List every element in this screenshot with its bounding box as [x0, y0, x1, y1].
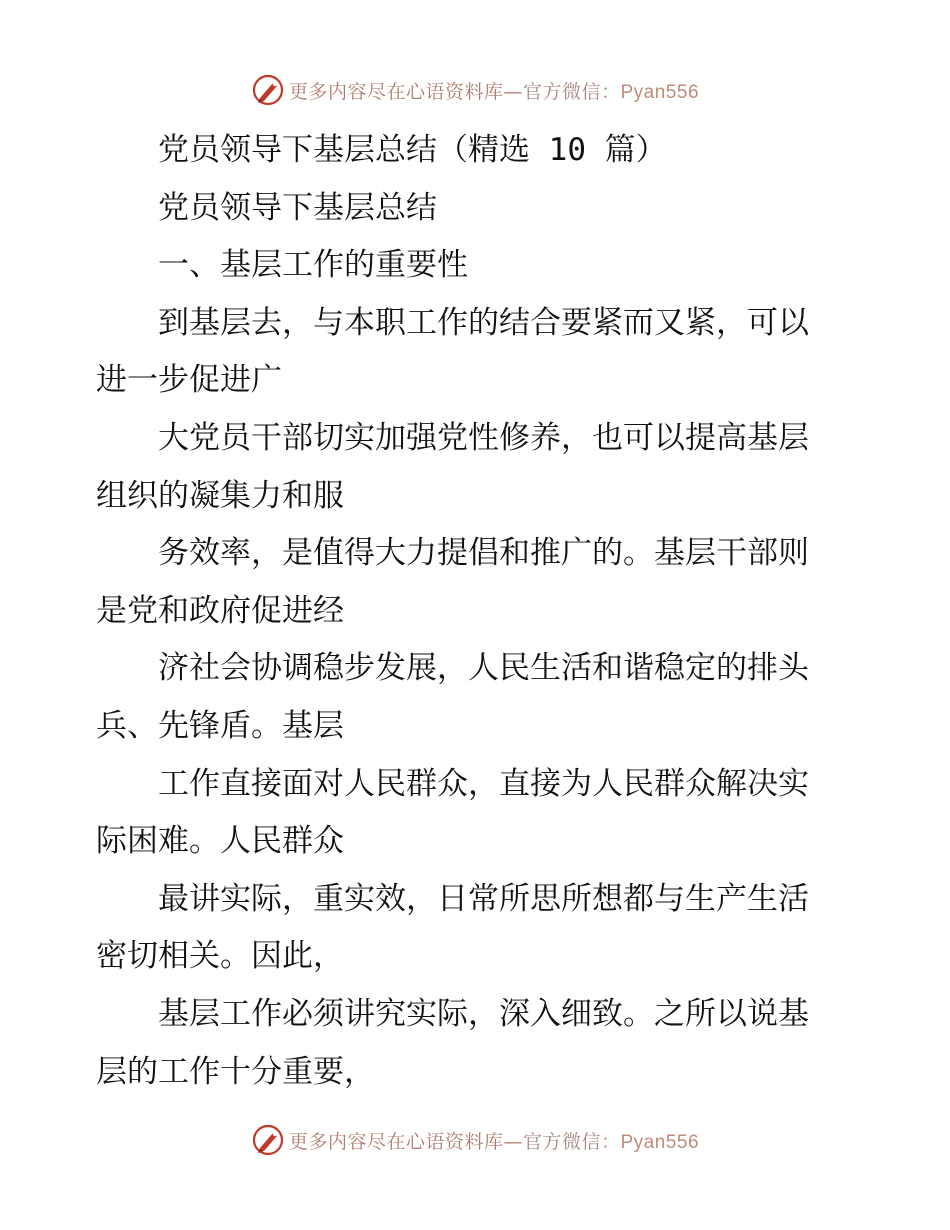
- paragraph-line: 最讲实际，重实效，日常所思所想都与生产生活: [158, 880, 809, 917]
- banner-wechat-id: Pyan556: [620, 1131, 700, 1153]
- document-subtitle: 党员领导下基层总结: [158, 189, 437, 226]
- footer-watermark-banner: [0, 1120, 950, 1160]
- paragraph-line: 是党和政府促进经: [96, 592, 344, 629]
- body-paragraph: [96, 525, 856, 640]
- header-watermark-banner: [0, 70, 950, 110]
- banner-wechat-label: 官方微信：: [522, 80, 621, 103]
- section-heading: 一、基层工作的重要性: [158, 247, 468, 284]
- banner-text: [289, 77, 699, 104]
- body-paragraph: [96, 871, 856, 986]
- paragraph-line: 兵、先锋盾。基层: [96, 707, 344, 744]
- paragraph-line: 济社会协调稳步发展，人民生活和谐稳定的排头: [158, 650, 809, 687]
- body-paragraph: [96, 640, 856, 755]
- pen-logo-icon: [251, 73, 285, 107]
- body-paragraph: [96, 295, 856, 410]
- document-body: [96, 122, 856, 1101]
- body-paragraph: [96, 410, 856, 525]
- paragraph-line: 进一步促进广: [96, 362, 282, 399]
- banner-wechat-id: Pyan556: [620, 81, 700, 103]
- paragraph-line: 基层工作必须讲究实际，深入细致。之所以说基: [158, 995, 809, 1032]
- paragraph-line: 大党员干部切实加强党性修养，也可以提高基层: [158, 419, 809, 456]
- paragraph-line: 组织的凝集力和服: [96, 477, 344, 514]
- pen-logo-icon: [251, 1123, 285, 1157]
- banner-main-text: 更多内容尽在心语资料库—: [288, 80, 523, 103]
- paragraph-line: 务效率，是值得大力提倡和推广的。基层干部则: [158, 535, 809, 572]
- paragraph-line: 密切相关。因此，: [96, 938, 344, 975]
- banner-wechat-label: 官方微信：: [522, 1130, 621, 1153]
- paragraph-line: 到基层去，与本职工作的结合要紧而又紧，可以: [158, 304, 809, 341]
- document-title: 党员领导下基层总结（精选 10 篇）: [158, 132, 667, 168]
- body-paragraph: [96, 756, 856, 871]
- paragraph-line: 际困难。人民群众: [96, 823, 344, 860]
- body-paragraph: [96, 986, 856, 1101]
- paragraph-line: 工作直接面对人民群众，直接为人民群众解决实: [158, 765, 809, 802]
- paragraph-line: 层的工作十分重要，: [96, 1053, 375, 1090]
- banner-main-text: 更多内容尽在心语资料库—: [288, 1130, 523, 1153]
- banner-text: [289, 1127, 699, 1154]
- paragraph-list: [96, 295, 856, 1101]
